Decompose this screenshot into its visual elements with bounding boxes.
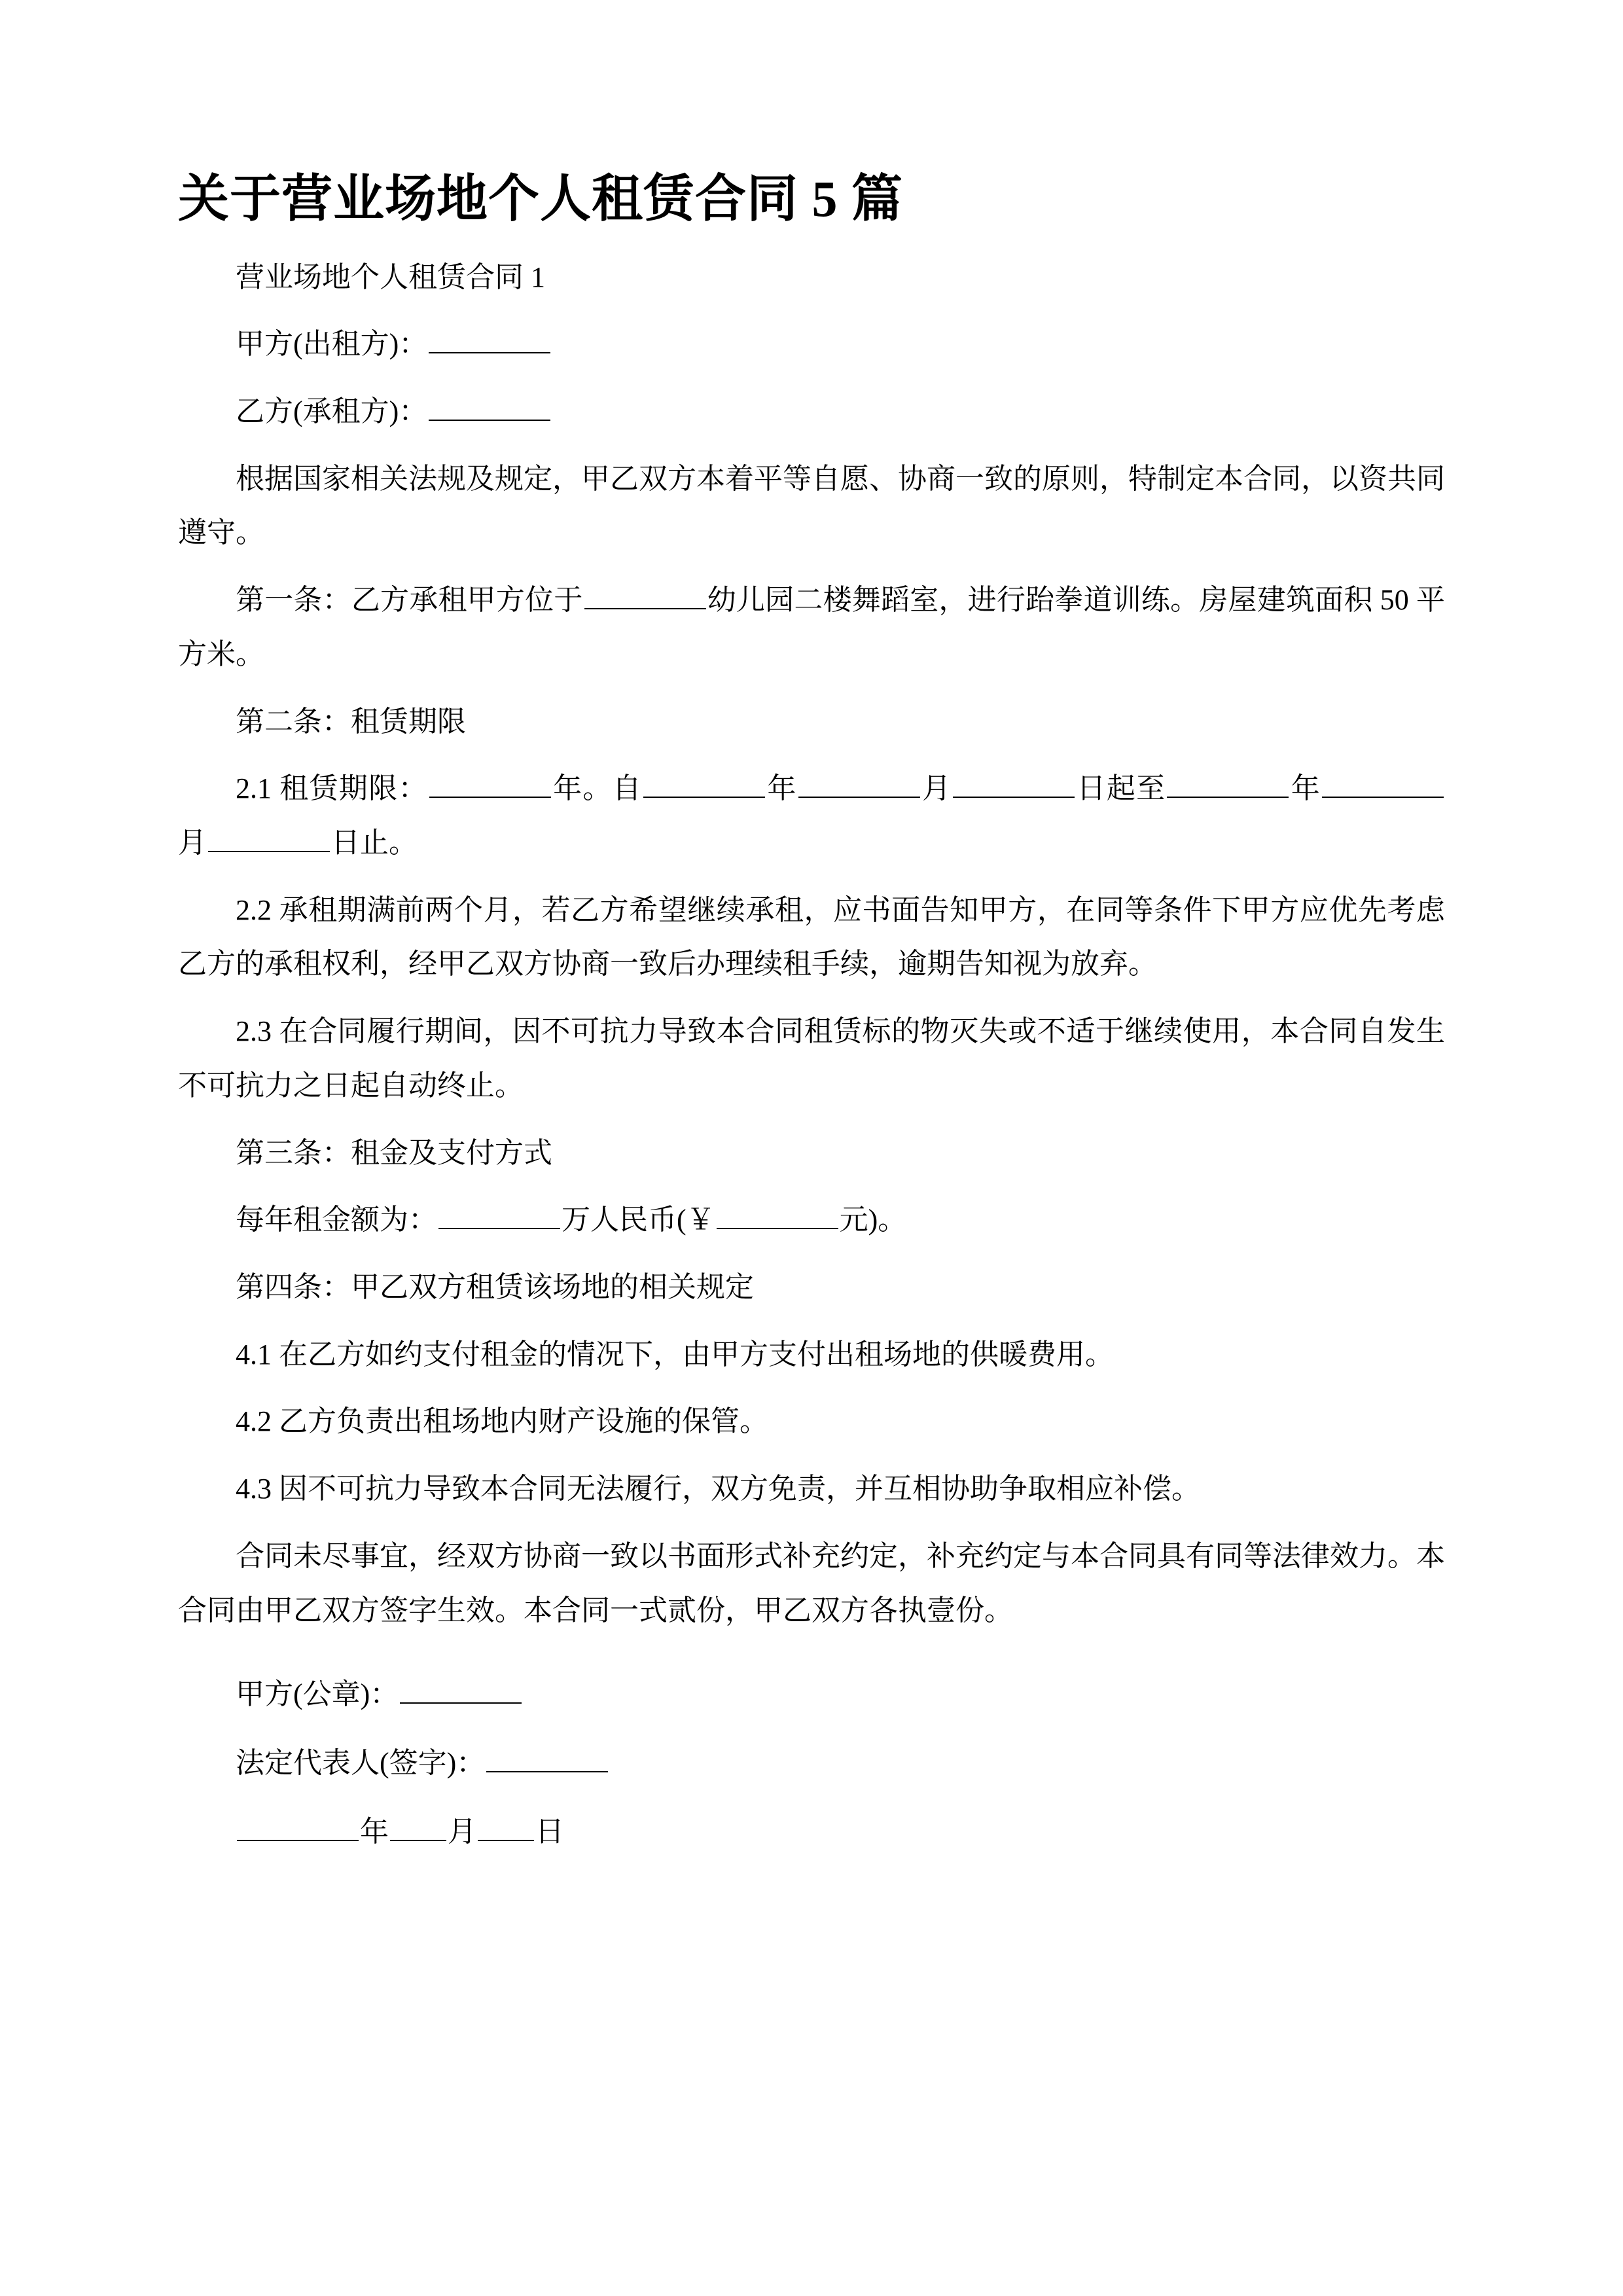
article-1-text: 幼儿园二楼舞蹈室，进行跆拳道训练。房屋建筑面积 50 平方米。	[178, 584, 1446, 670]
clause-2-1-paragraph	[178, 749, 1445, 870]
legal-rep-line	[178, 1722, 1445, 1791]
document-body	[178, 0, 1445, 1859]
signature-block	[178, 1638, 1445, 1859]
end-day-blank[interactable]	[208, 821, 330, 852]
sign-year-label: 年	[360, 1815, 389, 1848]
clause-2-1-label: 2.1 租赁期限：	[236, 772, 428, 805]
end-year-blank[interactable]	[1167, 766, 1289, 798]
party-a-line	[178, 304, 1445, 372]
party-b-line	[178, 372, 1445, 439]
article-1-location-blank[interactable]	[584, 578, 706, 609]
end-month-blank[interactable]	[1322, 766, 1444, 798]
clause-2-1-unit-day-end: 日止。	[331, 826, 418, 859]
rent-yuan-blank[interactable]	[717, 1198, 838, 1229]
sign-year-blank[interactable]	[237, 1810, 359, 1841]
seal-line	[178, 1653, 1445, 1722]
clause-2-1-unit-year-1: 年。自	[552, 772, 643, 805]
sign-day-blank[interactable]	[478, 1810, 534, 1841]
rent-amount-label: 每年租金额为：	[236, 1204, 437, 1236]
clause-2-1-unit-month-2: 月	[178, 826, 207, 859]
rent-amount-paragraph	[178, 1180, 1445, 1247]
sign-day-label: 日	[535, 1815, 564, 1848]
clause-2-1-unit-year-2: 年	[766, 772, 797, 805]
clause-4-1-paragraph: 4.1 在乙方如约支付租金的情况下，由甲方支付出租场地的供暖费用。	[236, 1338, 1114, 1371]
seal-label: 甲方(公章)：	[236, 1678, 399, 1711]
rent-unit-wan: 万人民币(￥	[562, 1204, 715, 1236]
party-a-blank[interactable]	[429, 322, 550, 353]
legal-rep-blank[interactable]	[486, 1741, 608, 1772]
article-1-paragraph	[178, 560, 1445, 681]
seal-blank[interactable]	[400, 1672, 522, 1704]
rent-wan-blank[interactable]	[438, 1198, 560, 1229]
rent-unit-yuan: 元)。	[839, 1204, 907, 1236]
start-month-blank[interactable]	[798, 766, 920, 798]
article-2-heading: 第二条：租赁期限	[236, 705, 466, 738]
sign-month-label: 月	[448, 1815, 476, 1848]
party-b-label: 乙方(承租方)：	[236, 395, 428, 427]
clause-4-2-paragraph: 4.2 乙方负责出租场地内财产设施的保管。	[236, 1405, 768, 1438]
document-subtitle: 营业场地个人租赁合同 1	[236, 260, 545, 293]
start-day-blank[interactable]	[953, 766, 1075, 798]
clause-2-3-paragraph: 2.3 在合同履行期间，因不可抗力导致本合同租赁标的物灭失或不适于继续使用，本合同自发生不可抗力之日起自动终止。	[178, 1015, 1445, 1102]
start-year-blank[interactable]	[643, 766, 765, 798]
legal-rep-label: 法定代表人(签字)：	[236, 1747, 486, 1780]
clause-4-3-paragraph: 4.3 因不可抗力导致本合同无法履行，双方免责，并互相协助争取相应补偿。	[236, 1473, 1200, 1505]
clause-2-1-unit-day-start: 日起至	[1076, 772, 1166, 805]
article-3-heading: 第三条：租金及支付方式	[236, 1136, 552, 1169]
clause-2-1-unit-year-3: 年	[1290, 772, 1321, 805]
clause-2-2-paragraph: 2.2 承租期满前两个月，若乙方希望继续承租，应书面告知甲方，在同等条件下甲方应优先考虑乙方的承租权利，经甲乙双方协商一致后办理续租手续，逾期告知视为放弃。	[178, 893, 1445, 980]
preamble-paragraph: 根据国家相关法规及规定，甲乙双方本着平等自愿、协商一致的原则，特制定本合同，以资共同遵守。	[178, 462, 1445, 549]
closing-paragraph: 合同未尽事宜，经双方协商一致以书面形式补充约定，补充约定与本合同具有同等法律效力。本合同由甲乙双方签字生效。本合同一式贰份，甲乙双方各执壹份。	[178, 1539, 1445, 1626]
signature-date-line	[178, 1791, 1445, 1859]
article-1-heading: 第一条：乙方承租甲方位于	[236, 584, 583, 617]
clause-2-1-unit-month-1: 月	[921, 772, 952, 805]
sign-month-blank[interactable]	[390, 1810, 446, 1841]
page-title: 关于营业场地个人租赁合同 5 篇	[178, 170, 904, 227]
article-4-heading: 第四条：甲乙双方租赁该场地的相关规定	[236, 1271, 754, 1303]
party-b-blank[interactable]	[429, 389, 550, 421]
term-years-blank[interactable]	[429, 766, 551, 798]
party-a-label: 甲方(出租方)：	[236, 328, 428, 361]
